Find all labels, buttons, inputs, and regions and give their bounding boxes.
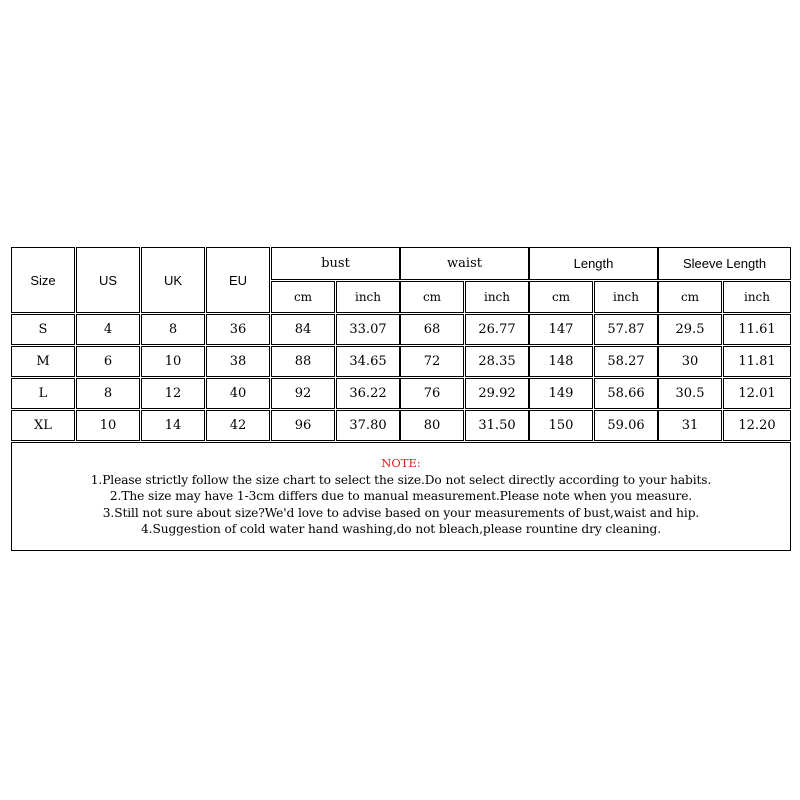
cell-sleeve-inch: 11.61 xyxy=(723,314,791,345)
cell-eu: 36 xyxy=(206,314,270,345)
cell-bust-inch: 34.65 xyxy=(336,346,400,377)
unit-bust-inch: inch xyxy=(336,281,400,313)
cell-bust-inch: 33.07 xyxy=(336,314,400,345)
cell-bust-cm: 92 xyxy=(271,378,335,409)
cell-bust-inch: 37.80 xyxy=(336,410,400,441)
cell-length-inch: 57.87 xyxy=(594,314,658,345)
cell-length-inch: 59.06 xyxy=(594,410,658,441)
cell-waist-inch: 26.77 xyxy=(465,314,529,345)
note-line-4: 4.Suggestion of cold water hand washing,do not bleach,please rountine dry cleaning. xyxy=(141,522,661,537)
cell-uk: 14 xyxy=(141,410,205,441)
note-line-1: 1.Please strictly follow the size chart to select the size.Do not select directly according to your habits. xyxy=(90,472,712,487)
cell-length-inch: 58.66 xyxy=(594,378,658,409)
cell-us: 8 xyxy=(76,378,140,409)
cell-eu: 38 xyxy=(206,346,270,377)
cell-us: 4 xyxy=(76,314,140,345)
cell-bust-cm: 88 xyxy=(271,346,335,377)
cell-length-inch: 58.27 xyxy=(594,346,658,377)
cell-uk: 10 xyxy=(141,346,205,377)
cell-eu: 42 xyxy=(206,410,270,441)
unit-sleeve-inch: inch xyxy=(723,281,791,313)
note-line-2: 2.The size may have 1-3cm differs due to manual measurement.Please note when you measure. xyxy=(109,489,693,504)
cell-sleeve-inch: 11.81 xyxy=(723,346,791,377)
header-eu: EU xyxy=(206,247,270,313)
cell-uk: 8 xyxy=(141,314,205,345)
note-title: NOTE: xyxy=(381,456,421,471)
cell-sleeve-cm: 30.5 xyxy=(658,378,722,409)
header-uk: UK xyxy=(141,247,205,313)
cell-length-cm: 147 xyxy=(529,314,593,345)
cell-sleeve-cm: 30 xyxy=(658,346,722,377)
unit-length-inch: inch xyxy=(594,281,658,313)
cell-size: XL xyxy=(11,410,75,441)
cell-us: 6 xyxy=(76,346,140,377)
header-sleeve-length: Sleeve Length xyxy=(658,247,791,280)
cell-sleeve-cm: 31 xyxy=(658,410,722,441)
note-line-3: 3.Still not sure about size?We'd love to advise based on your measurements of bust,waist and hip. xyxy=(102,505,700,520)
header-size: Size xyxy=(11,247,75,313)
cell-bust-cm: 96 xyxy=(271,410,335,441)
cell-size: S xyxy=(11,314,75,345)
cell-size: L xyxy=(11,378,75,409)
unit-length-cm: cm xyxy=(529,281,593,313)
cell-uk: 12 xyxy=(141,378,205,409)
cell-bust-inch: 36.22 xyxy=(336,378,400,409)
cell-waist-cm: 76 xyxy=(400,378,464,409)
cell-bust-cm: 84 xyxy=(271,314,335,345)
cell-sleeve-inch: 12.01 xyxy=(723,378,791,409)
cell-waist-cm: 68 xyxy=(400,314,464,345)
cell-size: M xyxy=(11,346,75,377)
cell-waist-inch: 29.92 xyxy=(465,378,529,409)
cell-length-cm: 148 xyxy=(529,346,593,377)
cell-sleeve-inch: 12.20 xyxy=(723,410,791,441)
cell-waist-cm: 72 xyxy=(400,346,464,377)
header-waist: waist xyxy=(400,247,529,280)
cell-waist-inch: 28.35 xyxy=(465,346,529,377)
unit-waist-cm: cm xyxy=(400,281,464,313)
cell-waist-inch: 31.50 xyxy=(465,410,529,441)
cell-eu: 40 xyxy=(206,378,270,409)
header-length: Length xyxy=(529,247,658,280)
header-bust: bust xyxy=(271,247,400,280)
cell-waist-cm: 80 xyxy=(400,410,464,441)
unit-sleeve-cm: cm xyxy=(658,281,722,313)
unit-bust-cm: cm xyxy=(271,281,335,313)
cell-length-cm: 150 xyxy=(529,410,593,441)
notes-box xyxy=(11,442,791,551)
unit-waist-inch: inch xyxy=(465,281,529,313)
cell-us: 10 xyxy=(76,410,140,441)
cell-sleeve-cm: 29.5 xyxy=(658,314,722,345)
header-us: US xyxy=(76,247,140,313)
size-chart xyxy=(11,247,791,551)
cell-length-cm: 149 xyxy=(529,378,593,409)
